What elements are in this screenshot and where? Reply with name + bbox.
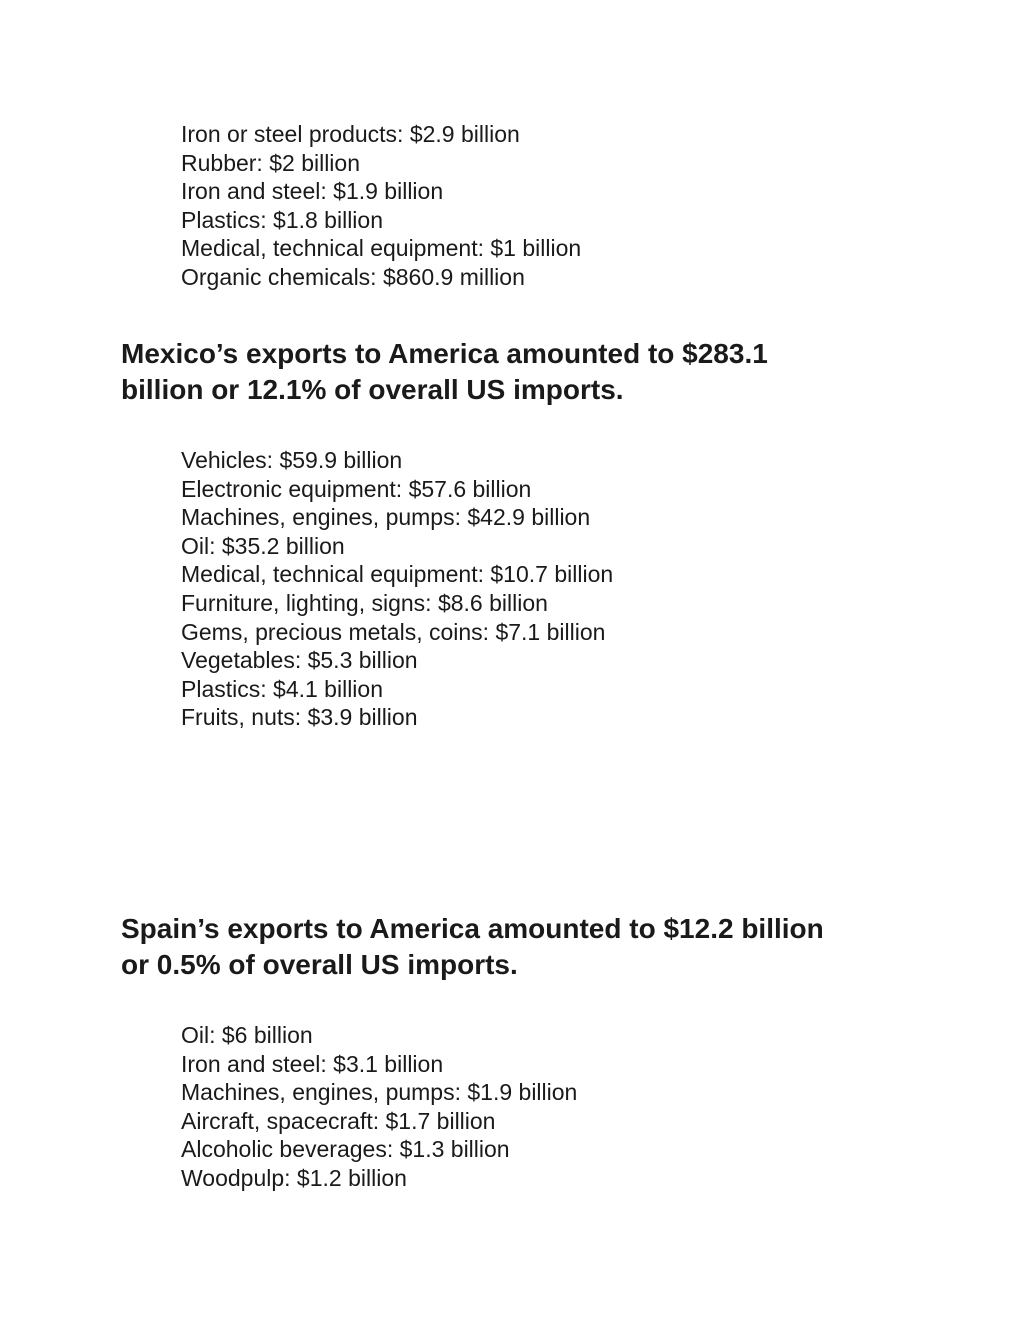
list-text: Electronic equipment: $57.6 billion (181, 475, 532, 502)
list-text: Machines, engines, pumps: $42.9 billion (181, 504, 591, 531)
spain-heading (121, 911, 824, 983)
list-text: Aircraft, spacecraft: $1.7 billion (181, 1107, 496, 1134)
list-text: Medical, technical equipment: $1 billion (181, 235, 582, 262)
list-text: Iron and steel: $3.1 billion (181, 1050, 444, 1077)
list-text: Oil: $35.2 billion (181, 532, 345, 559)
list-text: Oil: $6 billion (181, 1022, 313, 1048)
list-text: Plastics: $1.8 billion (181, 206, 383, 233)
list-text: Vehicles: $59.9 billion (181, 447, 403, 473)
list-text: Gems, precious metals, coins: $7.1 billion (181, 618, 606, 645)
mexico-heading-line1: Mexico’s exports to America amounted to $283.1 (121, 338, 768, 369)
list-text: Machines, engines, pumps: $1.9 billion (181, 1079, 578, 1106)
list-text: Iron and steel: $1.9 billion (181, 178, 444, 205)
spain-heading-line1: Spain’s exports to America amounted to $12.2 billion (121, 913, 824, 944)
list-text: Rubber: $2 billion (181, 149, 361, 176)
mexico-heading-line2: billion or 12.1% of overall US imports. (121, 374, 624, 405)
list-text: Woodpulp: $1.2 billion (181, 1164, 407, 1191)
list-text: Fruits, nuts: $3.9 billion (181, 704, 418, 731)
list-text: Medical, technical equipment: $10.7 billion (181, 561, 614, 588)
spain-heading-line2: or 0.5% of overall US imports. (121, 949, 518, 980)
list-text: Organic chemicals: $860.9 million (181, 263, 525, 290)
mexico-heading (121, 336, 768, 408)
list-text: Furniture, lighting, signs: $8.6 billion (181, 589, 548, 616)
list-text: Alcoholic beverages: $1.3 billion (181, 1136, 510, 1163)
list-text: Iron or steel products: $2.9 billion (181, 121, 520, 147)
list-text: Plastics: $4.1 billion (181, 675, 383, 702)
list-text: Vegetables: $5.3 billion (181, 647, 418, 674)
